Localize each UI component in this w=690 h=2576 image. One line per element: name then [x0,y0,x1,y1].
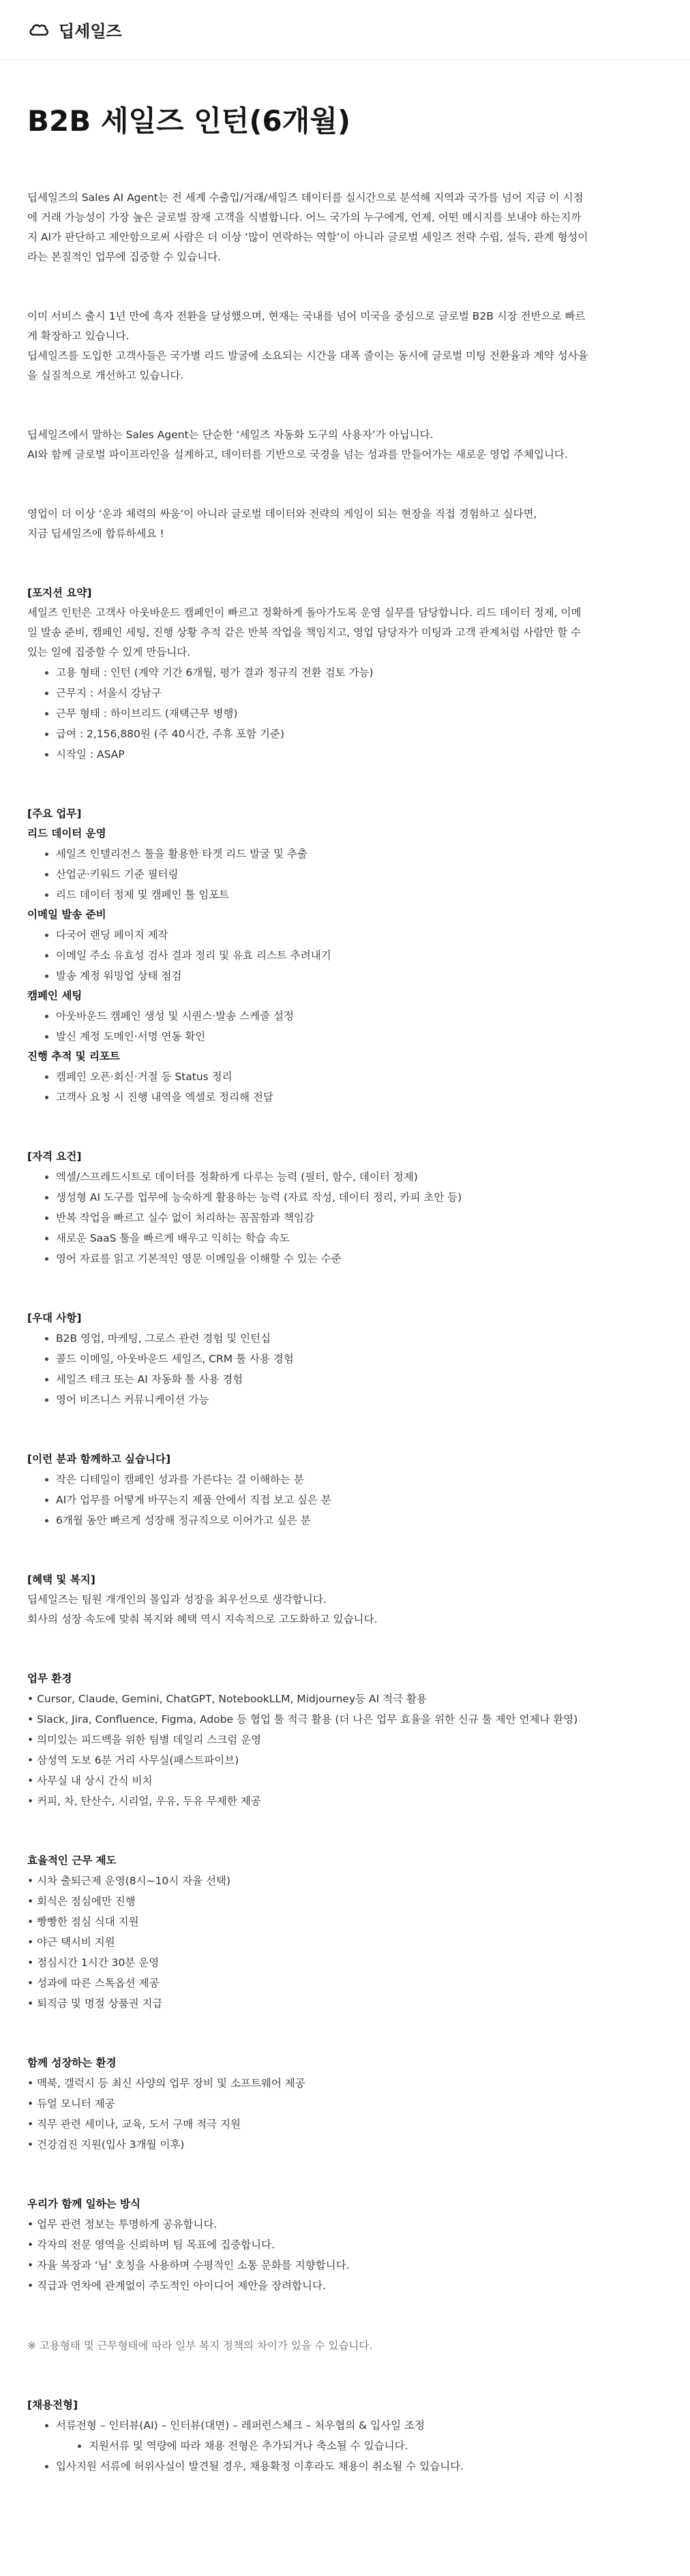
brand-logo[interactable] [27,18,122,42]
text-line: 게 확장하고 있습니다. [27,330,130,342]
duty-list [27,1067,663,1107]
list-item: • 건강검진 지원(입사 3개월 이후) [27,2138,185,2151]
list-item: • Slack, Jira, Confluence, Figma, Adobe 등 협업 툴 적극 활용 (더 나은 업무 효율을 위한 신규 툴 제안 언제나 환영) [27,1713,578,1726]
process-list [27,2456,663,2477]
subsection-heading: 캠페인 세팅 [27,990,82,1002]
intro-paragraph [27,307,663,386]
list-item: 이메일 주소 유효성 검사 결과 정리 및 유효 리스트 추려내기 [42,945,663,966]
list-item: 지원서류 및 역량에 따라 채용 전형은 추가되거나 축소될 수 있습니다. [75,2436,663,2456]
list-item: • 빵빵한 점심 식대 지원 [27,1916,139,1928]
list-item: • 업무 관련 정보는 투명하게 공유합니다. [27,2218,217,2230]
list-item: 발송 계정 워밍업 상태 점검 [42,966,663,986]
list-item: • 직무 관련 세미나, 교육, 도서 구매 적극 지원 [27,2118,241,2130]
list-item: 새로운 SaaS 툴을 빠르게 배우고 익히는 학습 속도 [42,1228,663,1248]
list-item: 영어 자료를 읽고 기본적인 영문 이메일을 이해할 수 있는 수준 [42,1248,663,1269]
text-line: 딥세일즈는 팀원 개개인의 몰입과 성장을 최우선으로 생각합니다. [27,1593,327,1606]
list-item: 근무지 : 서울시 강남구 [42,683,663,703]
intro-paragraph [27,425,663,465]
section-duties [27,804,663,1107]
section-heading: [우대 사항] [27,1312,82,1324]
list-item: 콜드 이메일, 아웃바운드 세일즈, CRM 툴 사용 경험 [42,1349,663,1369]
subsection-heading: 효율적인 근무 제도 [27,1854,117,1867]
list-item: • 회식은 점심에만 진행 [27,1895,136,1907]
list-item: 세일즈 테크 또는 AI 자동화 툴 사용 경험 [42,1369,663,1390]
subsection-heading: 업무 환경 [27,1672,72,1685]
list-item: 작은 디테일이 캠페인 성과를 가른다는 걸 이해하는 분 [42,1469,663,1490]
section-heading: [채용전형] [27,2399,78,2411]
summary-list [27,662,663,765]
list-item: 반복 작업을 빠르고 실수 없이 처리하는 꼼꼼함과 책임감 [42,1208,663,1228]
section-wanted [27,1450,663,1531]
subsection-heading: 리드 데이터 운영 [27,827,106,840]
list-item: • 사무실 내 상시 간식 비치 [27,1775,153,1787]
list-item: • Cursor, Claude, Gemini, ChatGPT, NotebookLLM, Midjourney등 AI 적극 활용 [27,1693,427,1705]
section-heading: [포지션 요약] [27,587,92,599]
intro-paragraph [27,188,663,267]
list-item: • 자율 복장과 ‘님’ 호칭을 사용하며 수평적인 소통 문화를 지향합니다. [27,2259,350,2271]
text-line: AI와 함께 글로벌 파이프라인을 설계하고, 데이터를 기반으로 국경을 넘는 성과를 만들어가는 새로운 영업 주체입니다. [27,448,568,461]
list-item: 급여 : 2,156,880원 (주 40시간, 주휴 포함 기준) [42,724,663,744]
list-item: 세일즈 인텔리전스 툴을 활용한 타겟 리드 발굴 및 추출 [42,844,663,864]
section-heading: [주요 업무] [27,808,82,820]
duty-list [27,844,663,905]
page-title: B2B 세일즈 인턴(6개월) [27,104,351,138]
list-item: • 각자의 전문 영역을 신뢰하며 팀 목표에 집중합니다. [27,2239,275,2251]
section-heading: [자격 요건] [27,1150,82,1163]
list-item: 입사지원 서류에 허위사실이 발견될 경우, 채용확정 이후라도 채용이 취소될 수 있습니다. [42,2456,663,2477]
duty-list [27,925,663,986]
section-process [27,2395,663,2477]
section-benefits [27,1570,663,2356]
cloud-logo-icon [27,18,50,42]
section-heading: [이런 분과 함께하고 싶습니다] [27,1453,171,1465]
text-line: 딥세일즈에서 말하는 Sales Agent는 단순한 ‘세일즈 자동화 도구의 사용자’가 아닙니다. [27,429,434,441]
header [0,0,690,60]
text-line: 지금 딥세일즈에 합류하세요 ! [27,527,164,540]
subsection-heading: 함께 성장하는 환경 [27,2057,117,2069]
intro-paragraph [27,504,663,544]
list-item: 근무 형태 : 하이브리드 (재택근무 병행) [42,703,663,724]
text-line: 딥세일즈를 도입한 고객사들은 국가별 리드 발굴에 소요되는 시간을 대폭 줄이는 동시에 글로벌 미팅 전환율과 계약 성사율 [27,350,588,362]
list-item: 엑셀/스프레드시트로 데이터를 정확하게 다루는 능력 (필터, 함수, 데이터 정제) [42,1167,663,1187]
list-item: 다국어 랜딩 페이지 제작 [42,925,663,945]
subsection-heading: 진행 추적 및 리포트 [27,1050,120,1062]
list-item: • 퇴직금 및 명절 상품권 지급 [27,1997,163,2010]
qualification-list [27,1167,663,1269]
list-item: 산업군·키워드 기준 필터링 [42,864,663,885]
list-item: • 시차 출퇴근제 운영(8시~10시 자율 선택) [27,1875,231,1887]
list-item: AI가 업무를 어떻게 바꾸는지 제품 안에서 직접 보고 싶은 분 [42,1490,663,1510]
job-post [0,102,690,2477]
section-preferred [27,1308,663,1410]
benefits-note: ※ 고용형태 및 근무형태에 따라 일부 복지 정책의 차이가 있을 수 있습니다. [27,2340,373,2352]
list-item: • 삼성역 도보 6분 거리 사무실(패스트파이브) [27,1754,239,1766]
preferred-list [27,1328,663,1410]
text-line: 있는 일에 집중할 수 있게 만듭니다. [27,646,191,658]
list-item: • 커피, 차, 탄산수, 시리얼, 우유, 두유 무제한 제공 [27,1795,261,1807]
text-line: 라는 본질적인 업무에 집중할 수 있습니다. [27,251,222,263]
text-line: 에 거래 가능성이 가장 높은 글로벌 잠재 고객을 식별합니다. 어느 국가의 누구에게, 언제, 어떤 메시지를 보내야 하는지까 [27,211,582,224]
text-line: 세일즈 인턴은 고객사 아웃바운드 캠페인이 빠르고 정확하게 돌아가도록 운영 실무를 담당합니다. 리드 데이터 정제, 이메 [27,607,582,619]
text-line: 지 AI가 판단하고 제안함으로써 사람은 더 이상 ‘많이 연락하는 역할’이 아니라 글로벌 세일즈 전략 수립, 설득, 관계 형성이 [27,231,588,243]
text-line: 영업이 더 이상 ‘운과 체력의 싸움’이 아니라 글로벌 데이터와 전략의 게임이 되는 현장을 직접 경험하고 싶다면, [27,508,537,520]
list-item: 캠페인 오픈·회신·거절 등 Status 정리 [42,1067,663,1087]
list-item: 시작일 : ASAP [42,744,663,765]
text-line: 딥세일즈의 Sales AI Agent는 전 세계 수출입/거래/세일즈 데이터를 실시간으로 분석해 지역과 국가를 넘어 지금 이 시점 [27,191,584,204]
duty-list [27,1006,663,1047]
list-item: 발신 계정 도메인·서명 연동 확인 [42,1026,663,1047]
text-line: 일 발송 준비, 캠페인 세팅, 진행 상황 추적 같은 반복 작업을 책임지고, 영업 담당자가 미팅과 고객 관계처럼 사람만 할 수 [27,626,582,639]
list-item: 아웃바운드 캠페인 생성 및 시퀀스·발송 스케줄 설정 [42,1006,663,1026]
list-item: 생성형 AI 도구를 업무에 능숙하게 활용하는 능력 (자료 작성, 데이터 정리, 카피 초안 등) [42,1187,663,1208]
list-item: • 맥북, 갤럭시 등 최신 사양의 업무 장비 및 소프트웨어 제공 [27,2077,305,2089]
brand-name: 딥세일즈 [59,22,122,41]
list-item: • 의미있는 피드백을 위한 팀별 데일리 스크럼 운영 [27,1734,262,1746]
text-line: 회사의 성장 속도에 맞춰 복지와 혜택 역시 지속적으로 고도화하고 있습니다. [27,1613,378,1625]
list-item: • 야근 택시비 지원 [27,1936,115,1948]
list-item: 리드 데이터 정제 및 캠페인 툴 임포트 [42,885,663,905]
text-line: 을 실질적으로 개선하고 있습니다. [27,369,184,382]
section-summary [27,583,663,765]
wanted-list [27,1469,663,1531]
list-item: • 듀얼 모니터 제공 [27,2098,115,2110]
subsection-heading: 우리가 함께 일하는 방식 [27,2198,140,2210]
list-item: 고객사 요청 시 진행 내역을 엑셀로 정리해 전달 [42,1087,663,1107]
list-item: 영어 비즈니스 커뮤니케이션 가능 [42,1390,663,1410]
text-line: 이미 서비스 출시 1년 만에 흑자 전환을 달성했으며, 현재는 국내를 넘어 미국을 중심으로 글로벌 B2B 시장 전반으로 빠르 [27,310,586,322]
list-item: • 점심시간 1시간 30분 운영 [27,1957,160,1969]
section-qualifications [27,1147,663,1269]
process-sublist [27,2436,663,2456]
subsection-heading: 이메일 발송 준비 [27,908,106,921]
process-list [27,2415,663,2436]
section-heading: [혜택 및 복지] [27,1574,95,1586]
list-item: • 성과에 따른 스톡옵션 제공 [27,1977,160,1989]
list-item: • 직급과 연차에 관계없이 주도적인 아이디어 제안을 장려합니다. [27,2280,326,2292]
list-item: B2B 영업, 마케팅, 그로스 관련 경험 및 인턴십 [42,1328,663,1349]
list-item: 고용 형태 : 인턴 (계약 기간 6개월, 평가 결과 정규직 전환 검토 가능) [42,662,663,683]
list-item: 6개월 동안 빠르게 성장해 정규직으로 이어가고 싶은 분 [42,1510,663,1531]
list-item: 서류전형 – 인터뷰(AI) – 인터뷰(대면) – 레퍼런스체크 – 처우협의 & 입사일 조정 [42,2415,663,2436]
